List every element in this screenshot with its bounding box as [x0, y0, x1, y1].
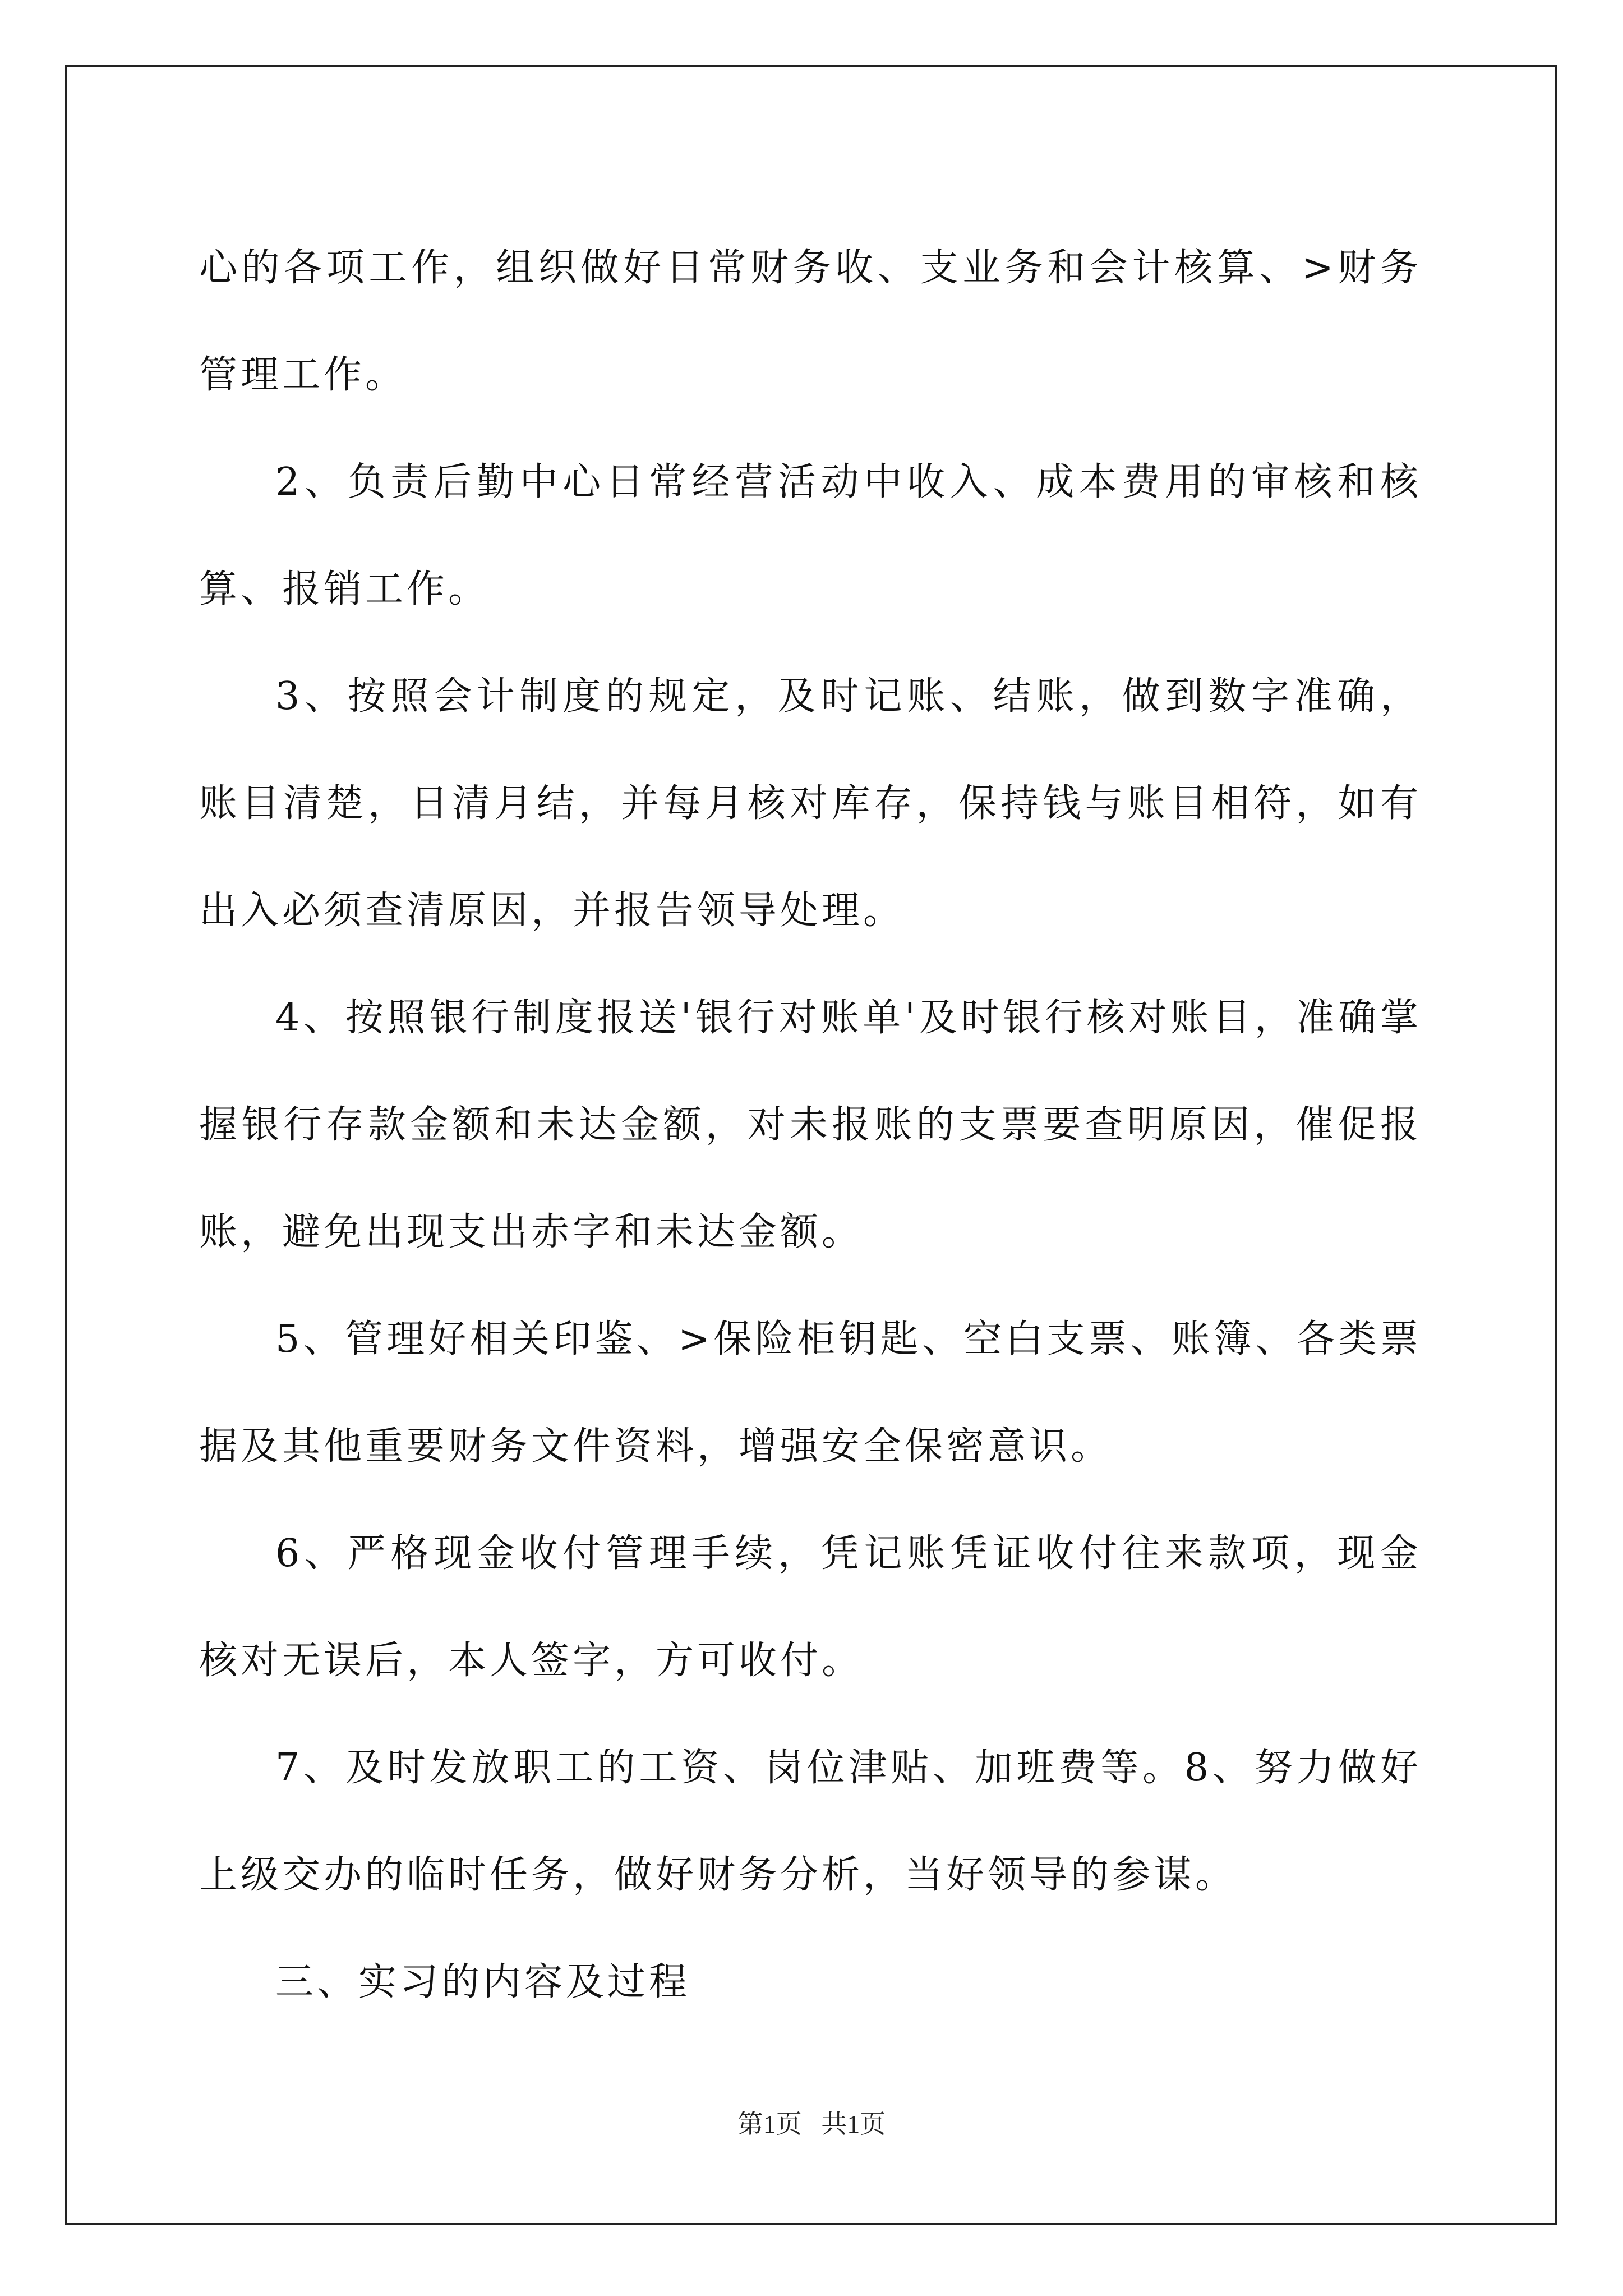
document-body	[199, 214, 1422, 2036]
paragraph-item-2: 2、负责后勤中心日常经营活动中收入、成本费用的审核和核算、报销工作。	[199, 460, 1422, 611]
paragraph-item-5: 5、管理好相关印鉴、>保险柜钥匙、空白支票、账簿、各类票据及其他重要财务文件资料，增强安全保密意识。	[199, 1317, 1422, 1469]
paragraph-item-6: 6、严格现金收付管理手续，凭记账凭证收付往来款项，现金核对无误后，本人签字，方可收付。	[199, 1531, 1422, 1683]
page-number-footer: 第1页 共1页	[737, 2110, 886, 2138]
paragraph-item-3: 3、按照会计制度的规定，及时记账、结账，做到数字准确，账目清楚，日清月结，并每月核对库存，保持钱与账目相符，如有出入必须查清原因，并报告领导处理。	[199, 674, 1422, 933]
paragraph-item-7-8: 7、及时发放职工的工资、岗位津贴、加班费等。8、努力做好上级交办的临时任务，做好财务分析，当好领导的参谋。	[199, 1746, 1422, 1897]
paragraph-continuation: 心的各项工作，组织做好日常财务收、支业务和会计核算、>财务管理工作。	[199, 246, 1422, 397]
section-heading: 三、实习的内容及过程	[275, 1960, 691, 2004]
paragraph-item-4: 4、按照银行制度报送'银行对账单'及时银行核对账目，准确掌握银行存款金额和未达金额，对未报账的支票要查明原因，催促报账，避免出现支出赤字和未达金额。	[199, 996, 1422, 1254]
